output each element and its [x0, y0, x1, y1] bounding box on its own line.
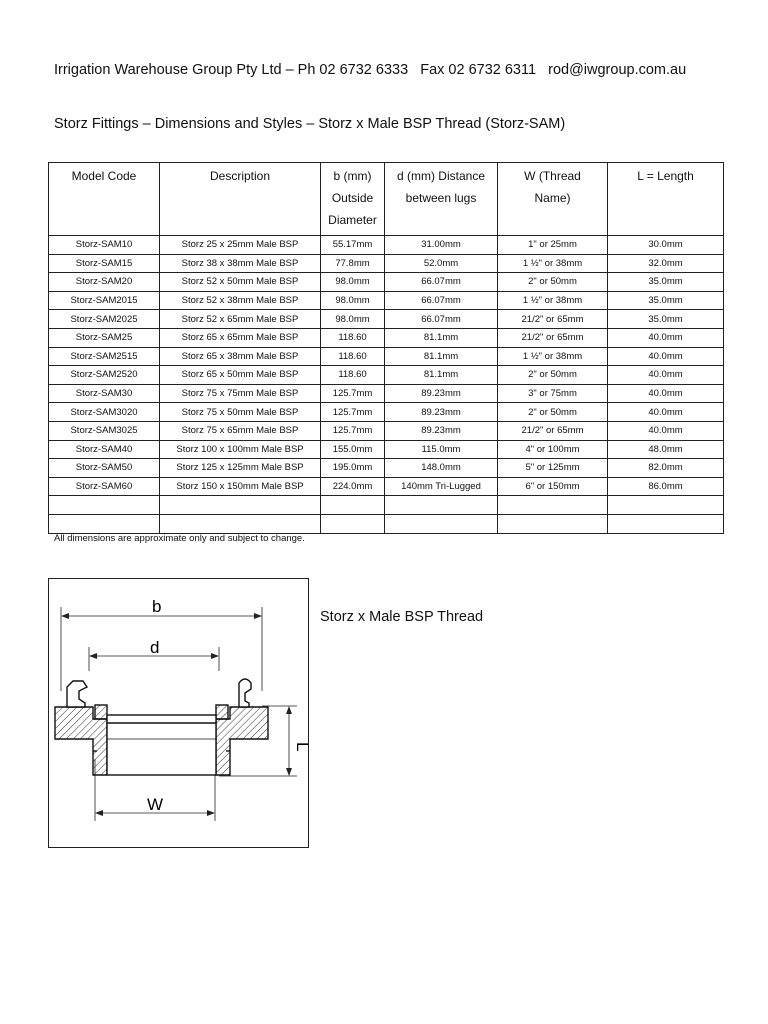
table-cell: [160, 514, 321, 533]
column-header-line: Description: [209, 169, 271, 183]
table-cell: 81.1mm: [385, 347, 498, 366]
table-row: [49, 328, 724, 347]
table-row: [49, 477, 724, 496]
table-cell: 89.23mm: [385, 384, 498, 403]
table-cell: 89.23mm: [385, 403, 498, 422]
column-header: [608, 163, 724, 236]
table-cell: 86.0mm: [608, 477, 724, 496]
table-cell: Storz-SAM2520: [49, 366, 160, 385]
table-cell: [385, 514, 498, 533]
fitting-cross-section-diagram: [48, 578, 312, 848]
table-cell: 98.0mm: [321, 291, 385, 310]
table-cell: Storz-SAM25: [49, 328, 160, 347]
table-cell: 2" or 50mm: [498, 273, 608, 292]
table-cell: 82.0mm: [608, 459, 724, 478]
table-row: [49, 273, 724, 292]
table-cell: 98.0mm: [321, 310, 385, 329]
table-cell: 118.60: [321, 366, 385, 385]
table-row: [49, 421, 724, 440]
column-header-line: Diameter: [328, 213, 377, 227]
table-cell: Storz 75 x 50mm Male BSP: [160, 403, 321, 422]
table-cell: [321, 514, 385, 533]
dimension-label-d: d: [150, 638, 160, 657]
table-cell: [321, 496, 385, 515]
column-header-line: L = Length: [637, 169, 694, 183]
table-cell: 31.00mm: [385, 236, 498, 255]
table-cell: 48.0mm: [608, 440, 724, 459]
table-row: [49, 403, 724, 422]
table-row: [49, 310, 724, 329]
table-cell: Storz-SAM30: [49, 384, 160, 403]
table-cell: 40.0mm: [608, 328, 724, 347]
table-row: [49, 347, 724, 366]
table-cell: 40.0mm: [608, 366, 724, 385]
dimension-label-b: b: [152, 597, 162, 616]
table-cell: Storz 65 x 38mm Male BSP: [160, 347, 321, 366]
column-header-line: between lugs: [405, 191, 477, 205]
dimension-label-l: L: [293, 742, 312, 752]
table-cell: Storz-SAM50: [49, 459, 160, 478]
column-header: [49, 163, 160, 236]
table-cell: 1 ½" or 38mm: [498, 347, 608, 366]
table-cell: 1 ½" or 38mm: [498, 291, 608, 310]
dimension-label-w: W: [147, 795, 164, 814]
table-cell: 1" or 25mm: [498, 236, 608, 255]
table-cell: 81.1mm: [385, 366, 498, 385]
table-cell: Storz 75 x 75mm Male BSP: [160, 384, 321, 403]
table-cell: 3" or 75mm: [498, 384, 608, 403]
dimensions-table: [48, 162, 724, 534]
table-cell: [608, 514, 724, 533]
table-cell: 2" or 50mm: [498, 403, 608, 422]
table-cell: 125.7mm: [321, 403, 385, 422]
table-cell: [498, 514, 608, 533]
table-row: [49, 440, 724, 459]
table-row: [49, 291, 724, 310]
table-cell: Storz 52 x 38mm Male BSP: [160, 291, 321, 310]
table-cell: Storz 75 x 65mm Male BSP: [160, 421, 321, 440]
table-cell: [608, 496, 724, 515]
table-cell: Storz-SAM2015: [49, 291, 160, 310]
table-cell: 118.60: [321, 328, 385, 347]
disclaimer-note: All dimensions are approximate only and subject to change.: [54, 533, 305, 544]
table-cell: 81.1mm: [385, 328, 498, 347]
column-header-line: Name): [534, 191, 571, 205]
table-cell: 148.0mm: [385, 459, 498, 478]
table-cell: 89.23mm: [385, 421, 498, 440]
column-header: [321, 163, 385, 236]
column-header-line: Outside: [331, 191, 374, 205]
table-cell: 140mm Tri-Lugged: [385, 477, 498, 496]
table-header-row: [49, 163, 724, 236]
table-cell: 52.0mm: [385, 254, 498, 273]
column-header-line: b (mm): [333, 169, 372, 183]
table-cell: 40.0mm: [608, 384, 724, 403]
column-header: [498, 163, 608, 236]
table-cell: 6" or 150mm: [498, 477, 608, 496]
company-contact-line: Irrigation Warehouse Group Pty Ltd – Ph 02 6732 6333 Fax 02 6732 6311 rod@iwgroup.com.au: [54, 62, 687, 78]
column-header-line: Model Code: [71, 169, 137, 183]
table-cell: 40.0mm: [608, 421, 724, 440]
table-cell: 40.0mm: [608, 347, 724, 366]
table-cell: [498, 496, 608, 515]
table-cell: [385, 496, 498, 515]
table-cell: 55.17mm: [321, 236, 385, 255]
table-cell: 21/2" or 65mm: [498, 421, 608, 440]
table-cell: 155.0mm: [321, 440, 385, 459]
fitting-drawing: [49, 579, 312, 847]
table-cell: 98.0mm: [321, 273, 385, 292]
table-cell: Storz 65 x 50mm Male BSP: [160, 366, 321, 385]
table-cell: 115.0mm: [385, 440, 498, 459]
table-row: [49, 236, 724, 255]
table-cell: Storz 25 x 25mm Male BSP: [160, 236, 321, 255]
table-cell: [160, 496, 321, 515]
table-cell: Storz-SAM60: [49, 477, 160, 496]
table-cell: Storz-SAM2515: [49, 347, 160, 366]
table-row: [49, 514, 724, 533]
table-cell: 4" or 100mm: [498, 440, 608, 459]
table-cell: 66.07mm: [385, 291, 498, 310]
table-cell: Storz-SAM3025: [49, 421, 160, 440]
table-row: [49, 496, 724, 515]
table-cell: 5" or 125mm: [498, 459, 608, 478]
table-cell: Storz 52 x 65mm Male BSP: [160, 310, 321, 329]
document-subtitle: Storz Fittings – Dimensions and Styles – Storz x Male BSP Thread (Storz-SAM): [54, 116, 566, 132]
table-cell: 2" or 50mm: [498, 366, 608, 385]
table-cell: 21/2" or 65mm: [498, 310, 608, 329]
table-row: [49, 254, 724, 273]
table-cell: 66.07mm: [385, 273, 498, 292]
table-cell: Storz-SAM2025: [49, 310, 160, 329]
table-cell: 125.7mm: [321, 421, 385, 440]
table-cell: 195.0mm: [321, 459, 385, 478]
table-cell: [49, 514, 160, 533]
table-cell: 30.0mm: [608, 236, 724, 255]
table-cell: 35.0mm: [608, 291, 724, 310]
table-cell: 125.7mm: [321, 384, 385, 403]
column-header: [385, 163, 498, 236]
table-cell: Storz-SAM15: [49, 254, 160, 273]
column-header-line: W (Thread: [524, 169, 581, 183]
table-cell: 32.0mm: [608, 254, 724, 273]
table-cell: Storz-SAM10: [49, 236, 160, 255]
table-cell: Storz 38 x 38mm Male BSP: [160, 254, 321, 273]
table-cell: 21/2" or 65mm: [498, 328, 608, 347]
diagram-caption: Storz x Male BSP Thread: [320, 609, 484, 625]
table-cell: Storz 150 x 150mm Male BSP: [160, 477, 321, 496]
table-cell: Storz 100 x 100mm Male BSP: [160, 440, 321, 459]
table-cell: Storz-SAM40: [49, 440, 160, 459]
table-row: [49, 459, 724, 478]
table-cell: 35.0mm: [608, 273, 724, 292]
table-cell: Storz 125 x 125mm Male BSP: [160, 459, 321, 478]
table-cell: Storz-SAM3020: [49, 403, 160, 422]
table-cell: [49, 496, 160, 515]
table-cell: 40.0mm: [608, 403, 724, 422]
table-cell: 224.0mm: [321, 477, 385, 496]
table-cell: 66.07mm: [385, 310, 498, 329]
table-row: [49, 384, 724, 403]
column-header-line: d (mm) Distance: [396, 169, 485, 183]
table-cell: 77.8mm: [321, 254, 385, 273]
table-cell: 118.60: [321, 347, 385, 366]
table-cell: Storz-SAM20: [49, 273, 160, 292]
table-row: [49, 366, 724, 385]
table-cell: 1 ½" or 38mm: [498, 254, 608, 273]
table-cell: Storz 52 x 50mm Male BSP: [160, 273, 321, 292]
table-cell: Storz 65 x 65mm Male BSP: [160, 328, 321, 347]
column-header: [160, 163, 321, 236]
table-cell: 35.0mm: [608, 310, 724, 329]
